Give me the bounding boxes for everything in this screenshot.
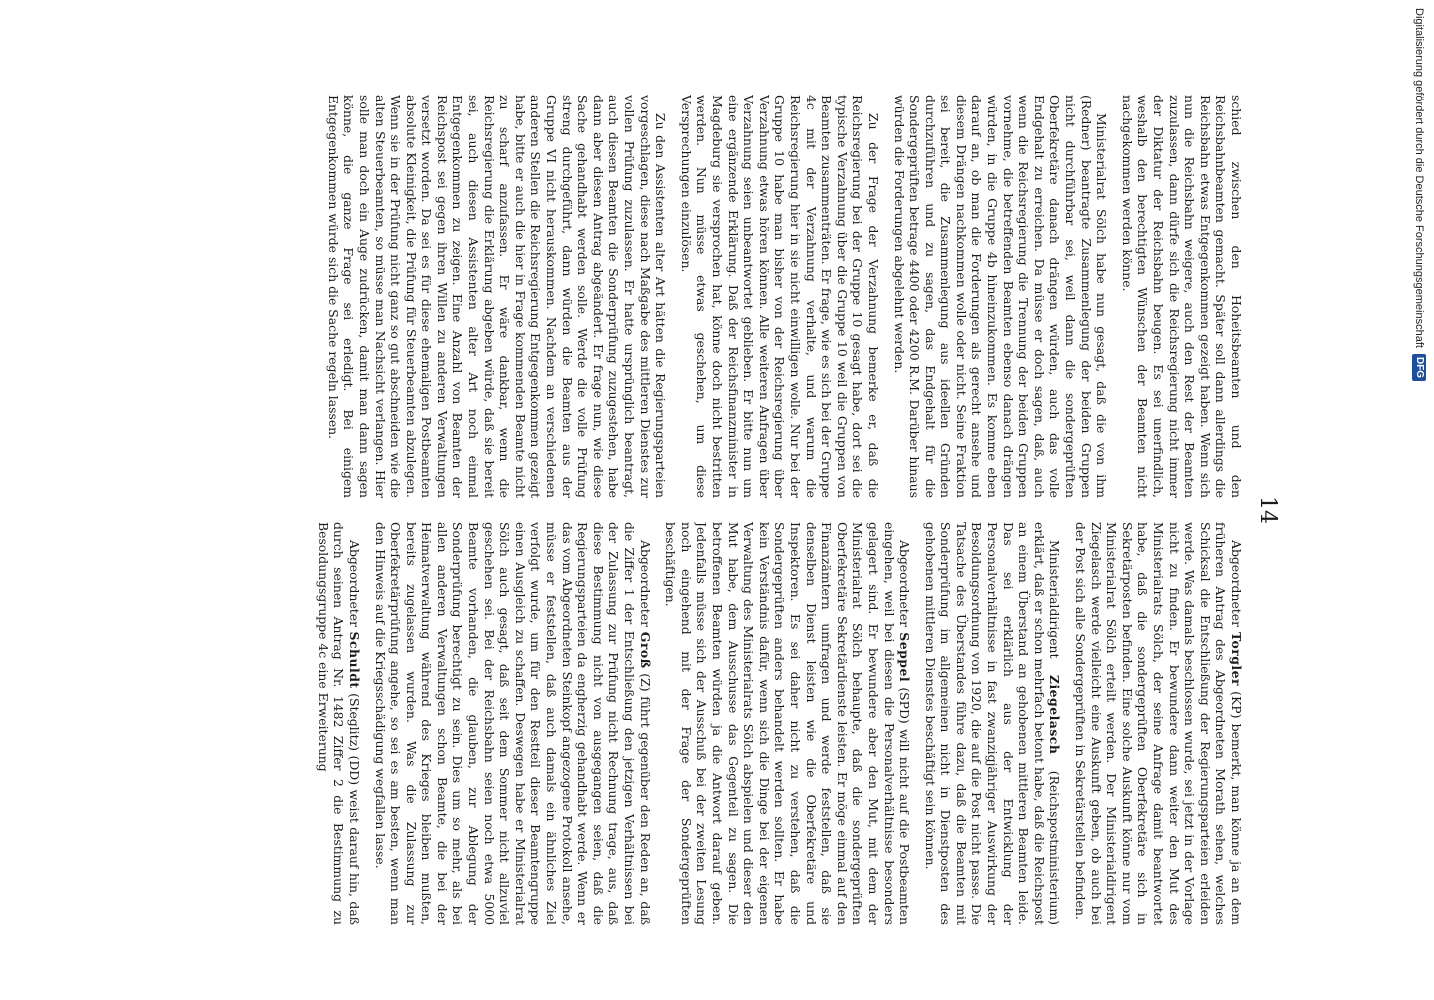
paragraph: Abgeordneter Schuldt (Steglitz) (DD) weist darauf hin, daß durch seinen Antrag Nr. 1482 Ziffer 2 die Bestimmung zu Besoldungsgruppe 4c eine Erweiterung (315, 522, 362, 925)
paragraph: Ministerialdirigent Ziegelasch (Reichspostministerium) erklärt, daß er schon mehrfach betont habe, daß die Reichspost an einem Überstand an gehobenen mittleren Beamten leide. Das sei erklärlich aus der Entwicklung der Personalverhältnisse in fast zwanzigjähriger Auswirkung der Besoldungsordnung von 1920, die auf die Post nicht passe. Die Tatsache des Überstandes führe dazu, daß die Beamten mit Sonderprüfung im allgemeinen nicht in Dienstposten des gehobenen mittleren Dienstes beschäftigt sein können. (922, 522, 1063, 925)
paragraph: Zu der Frage der Verzahnung bemerke er, daß die Reichsregierung bei der Gruppe 10 gesagt habe, dort sei die typische Verzahnung über die Gruppe 10 weil die Gruppen von Beamten zusammenträten. Er frage, wie es sich bei der Gruppe 4c mit der Verzahnung verhalte, und warum die Reichsregierung hier in sie nicht einwilligen wolle. Nur bei der Gruppe 10 habe man bisher von der Reichsregierung über Verzahnung etwas hören können. Alle weiteren Anfragen über Verzahnung seien unbeantwortet geblieben. Er bitte nun um eine ergänzende Erklärung. Daß der Reichsfinanzminister in Magdeburg sie versprochen hat, könne doch nicht bestritten werden. Nun müsse etwas geschehen, um diese Versprechungen einzulösen. (678, 95, 881, 498)
paragraph: Abgeordneter Seppel (SPD) will nicht auf die Postbeamten eingehen, weil bei diesen die Personalverhältnisse besonders gelagert sind. Er bewundere aber den Mut, mit dem der Ministerialrat Sölch behaupte, daß die sondergeprüften Oberfekretäre Sekretärdienste leisten. Er möge einmal auf den Finanzämtern umfragen und werde feststellen, daß sie denselben Dienst leisten wie die Oberfekretäre und Inspektoren. Es sei daher nicht zu verstehen, daß die Sondergeprüften anders behandelt werden sollten. Er habe kein Verständnis dafür, wenn sich die Dinge bei der eigenen Verwaltung des Ministerialrats Sölch abspielen und dieser den Mut habe, dem Ausschusse das Gegenteil zu sagen. Die betroffenen Beamten würden ja die Antwort darauf geben. Jedenfalls müsse sich der Ausschuß bei der zweiten Lesung noch eingehend mit der Frage der Sondergeprüften beschäftigen. (663, 522, 913, 925)
paragraph: Ministerialrat Sölch habe nun gesagt, daß die von ihm (Redner) beantragte Zusammenlegung der beiden Gruppen nicht durchführbar sei, weil dann die sondergeprüften Oberfekretäre danach drängen würden, auch das volle Endgehalt zu erreichen. Da müsse er doch sagen, daß, auch wenn die Reichsregierung die Trennung der beiden Gruppen vornehme, die betreffenden Beamten ebenso danach drängen würden, in die Gruppe 4b hineinzukommen. Es komme eben darauf an, ob man die Forderungen als gerecht ansehe und diesem Drängen nachkommen wolle oder nicht. Seine Fraktion sei bereit, die Zusammenlegung aus ideellen Gründen durchzuführen und zu sagen, das Endgehalt für die Sondergeprüften betrage 4400 oder 4200 R.M. Darüber hinaus würden die Forderungen abgelehnt werden. (891, 95, 1110, 498)
speaker-name: Seppel (897, 632, 913, 683)
rotated-scan (100, 95, 1280, 925)
paragraph: Abgeordneter Groß (Z) führt gegenüber den Reden an, daß die Ziffer 1 der Entschließung den jetzigen Verhältnissen bei der Zulassung zur Prüfung nicht Rechnung trage, aus, daß diese Bestimmung nicht von ausgegangen seien, daß die Regierungsparteien da engherzig gehandhabt werde. Wenn er das vom Abgeordneten Steinkopf angezogene Protokoll ansehe, müsse er feststellen, daß auch damals ein ähnliches Ziel verfolgt wurde, um für den Restteil dieser Beamtengruppe einen Ausgleich zu schaffen. Deswegen habe er Ministerialrat Sölch auch gesagt, daß seit dem Sommer nicht allzuviel geschehen sei. Bei der Reichsbahn seien noch etwa 5000 Beamte vorhanden, die glauben, zur Ablegung der Sonderprüfung berechtigt zu sein. Dies um so mehr, als bei allen anderen Verwaltungen schon Beamte, die bei der Heimatverwaltung während des Krieges bleiben mußten, bereits zugelassen wurden. Was die Zulassung zur Oberfekretärprüfung angehe, so sei es am besten, wenn man den Hinweis auf die Kriegsschädigung wegfallen lasse. (372, 522, 653, 925)
left-column (94, 95, 1244, 498)
funding-credit (1412, 8, 1430, 998)
paragraph: Zu den Assistenten alter Art hätten die Regierungsparteien vorgeschlagen, diese nach Maßgabe des mittleren Dienstes zur vollen Prüfung zuzulassen. Er hatte ursprünglich beantragt, auch diesen Beamten die Sonderprüfung zuzugestehen, habe dann aber diesen Antrag abgeändert. Er frage nun, wie diese Sache gehandhabt werden solle. Werde die volle Prüfung streng durchgeführt, dann würden die Beamten aus der Gruppe VI nicht herauskommen. Nachdem an verschiedenen anderen Stellen die Reichsregierung Entgegenkommen gezeigt habe, bitte er auch die hier in Frage kommenden Beamte nicht zu scharf anzufassen. Er wäre dankbar, wenn die Reichsregierung die Erklärung abgeben würde, daß sie bereit sei, auch diesen Assistenten alter Art noch einmal Entgegenkommen zu zeigen. Eine Anzahl von Beamten der Reichspost sei gegen ihren Willen zu anderen Verwaltungen versetzt worden. Da sei es für diese ehemaligen Postbeamten absolute Kleinigkeit, die Prüfung für Steuerbeamten abzulegen. Wenn sie in der Prüfung nicht ganz so gut abschneiden wie die alten Steuerbeamten, so müsse man Nachsicht verlangen. Hier solle man doch ein Auge zudrücken, damit man dann sagen könne, die ganze Frage sei erledigt. Bei einigem Entgegenkommen würde sich die Sache regeln lassen. (325, 95, 669, 498)
speaker-name: Groß (637, 631, 653, 669)
right-column (94, 522, 1244, 925)
credit-text: Digitalisierung gefördert durch die Deutsche Forschungsgemeinschaft (1413, 8, 1425, 348)
speaker-name: Ziegelasch (1047, 674, 1063, 755)
dfg-logo: DFG (1412, 354, 1426, 381)
page-number: 14 (1255, 496, 1280, 524)
paragraph: Abgeordneter Torgler (KP) bemerkt, man könne ja an dem früheren Antrag des Abgeordneten Morath sehen, welches Schicksal die Entschließung der Regierungsparteien erleiden werde. Was damals beschlossen wurde, sei jetzt in der Vorlage nicht zu finden. Er bewundere dann weiter den Mut des Ministerialrats Sölch, der seine Anfrage damit beantwortet habe, daß die sondergeprüften Oberfekretäre sich in Sekretärposten befinden. Eine solche Auskunft könne nur vom Ministerialrat Sölch erteilt werden. Der Ministerialdirigent Ziegelasch werde vielleicht eine Auskunft geben, ob auch bei der Post sich alle Sondergeprüften in Sekretärstellen befinden. (1073, 522, 1244, 925)
speaker-name: Schuldt (346, 631, 362, 689)
paragraph: schied zwischen den Hoheitsbeamten und den Reichsbahnbeamten gemacht. Später soll dann allerdings die Reichsbahn etwas Entgegenkommen gezeigt haben. Wenn sich nun die Reichsbahn weigere, auch den Rest der Beamten zuzulassen, dann dürfe sich die Reichsregierung nicht immer der Diktatur der Reichsbahn beugen. Es sei unerfindlich, weshalb den berechtigten Wünschen der Beamten nicht nachgekommen werden könne. (1119, 95, 1244, 498)
speaker-name: Torgler (1229, 632, 1244, 687)
page-content (100, 95, 1280, 925)
text-columns (94, 95, 1244, 925)
